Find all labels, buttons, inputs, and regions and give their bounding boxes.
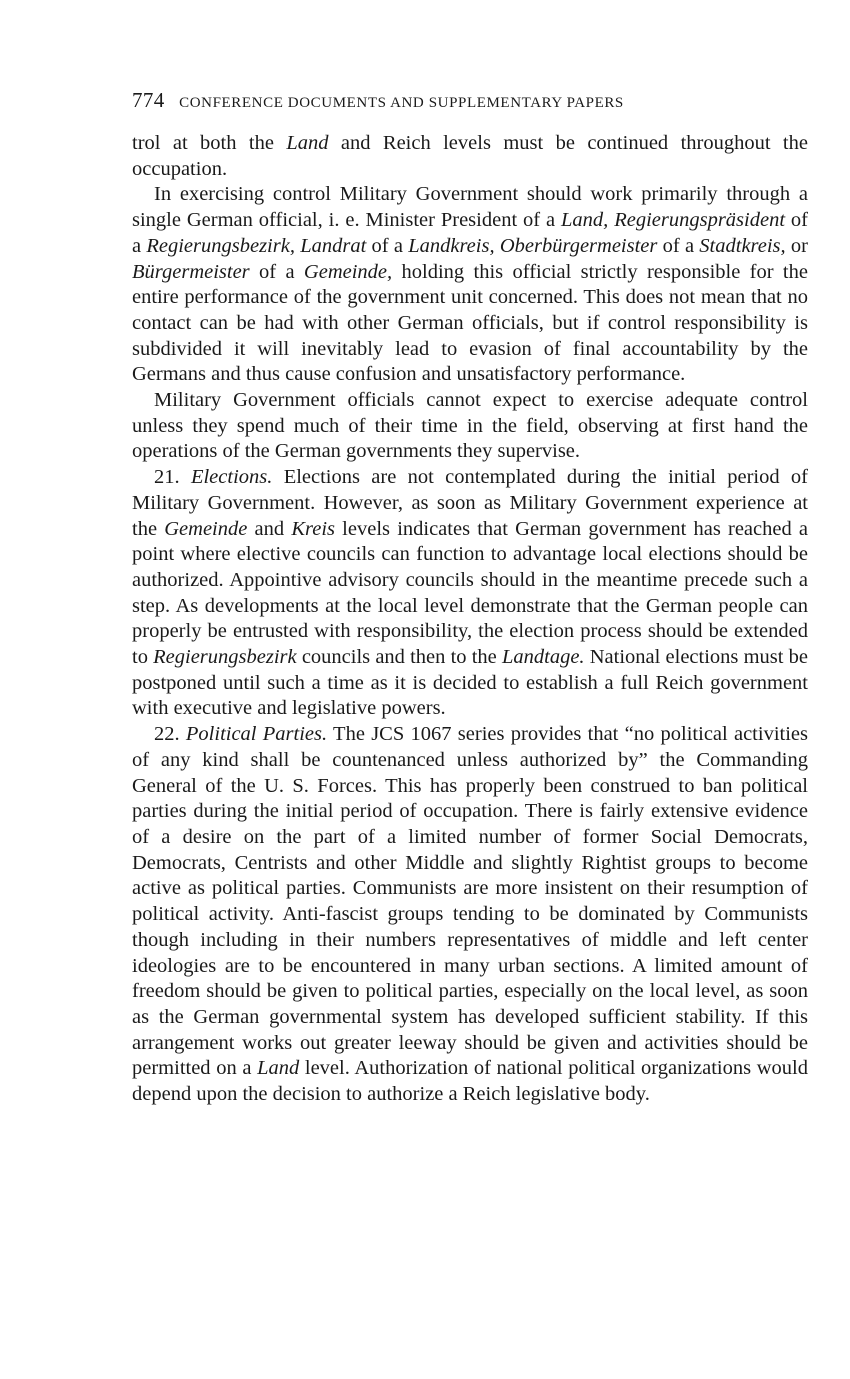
- italic-run: Land: [257, 1057, 300, 1080]
- italic-run: Elections.: [190, 466, 273, 489]
- text-run: In exercising control Military Government should work primarily through a single German official, i. e. Minister President of a: [132, 183, 808, 232]
- italic-run: Kreis: [291, 517, 335, 540]
- italic-run: Political Parties.: [185, 723, 328, 746]
- italic-run: Bürgermeister: [132, 260, 250, 283]
- text-run: of a: [249, 260, 304, 283]
- running-head: [132, 88, 808, 113]
- paragraph-control-through-official: [132, 182, 808, 388]
- italic-run: Landkreis,: [408, 234, 495, 257]
- italic-run: Gemeinde: [164, 517, 248, 540]
- text-run: councils and then to the: [296, 646, 502, 669]
- text-run: Elections are not contemplated during the initial period of Military Government. However, as soon as Military Government experience at the: [132, 466, 809, 540]
- italic-run: Land,: [561, 209, 609, 232]
- text-run: holding this official strictly responsible for the entire performance of the government unit concerned. This does not mean that no contact can be had with other German officials, but if control responsibility is subdivided it will inevitably lead to evasion of final accountability by the Germans and thus cause confusion and unsatisfactory performance.: [132, 260, 808, 386]
- italic-run: Landtage.: [501, 646, 585, 669]
- text-run: or: [785, 234, 808, 257]
- text-run: and: [247, 517, 292, 540]
- paragraph-section-21-elections: [132, 465, 808, 722]
- italic-run: Gemeinde,: [303, 260, 393, 283]
- paragraph-field-observation: [132, 388, 808, 465]
- text-run: The JCS 1067 series provides that “no political activities of any kind shall be countenanced unless authorized by” the Commanding General of the U. S. Forces. This has properly been construed to ban political parties during the initial period of occupation. There is fairly extensive evidence of a desire on the part of a limited number of former Social Democrats, Democrats, Centrists and other Middle and slightly Rightist groups to become active as political parties. Communists are more insistent on their resumption of political activity. Anti-fascist groups tending to be dominated by Communists though including in their numbers representatives of middle and left center ideologies are to be encountered in many urban sections. A limited amount of freedom should be given to political parties, especially on the local level, as soon as the German governmental system has developed sufficient stability. If this arrangement works out greater leeway should be given and activities should be permitted on a: [132, 723, 808, 1080]
- text-run: of a: [657, 234, 700, 257]
- italic-run: Regierungspräsident: [614, 209, 786, 232]
- text-run: levels indicates that German government has reached a point where elective councils can function to advantage local elections should be authorized. Appointive advisory councils should in the meantime precede such a step. As developments at the local level demonstrate that the German people can properly be entrusted with responsibility, the election process should be extended to: [132, 517, 808, 669]
- paragraph-continuation: [132, 131, 808, 182]
- paragraph-section-22-political-parties: [132, 722, 808, 1108]
- page-header-title: CONFERENCE DOCUMENTS AND SUPPLEMENTARY PAPERS: [179, 95, 624, 111]
- italic-run: Stadtkreis,: [699, 234, 786, 257]
- text-run: of a: [366, 234, 409, 257]
- italic-run: Oberbürgermeister: [499, 234, 658, 257]
- italic-run: Regierungsbezirk,: [146, 234, 295, 257]
- text-run: 22.: [154, 723, 186, 746]
- text-run: National elections must be postponed until such a time as it is decided to establish a full Reich government with executive and legislative powers.: [132, 646, 808, 720]
- text-run: level. Authorization of national political organizations would depend upon the decision to authorize a Reich legislative body.: [132, 1057, 808, 1106]
- page-number: 774: [132, 88, 165, 112]
- text-run: of a: [132, 209, 809, 257]
- text-run: trol at both the: [132, 132, 287, 154]
- italic-run: Regierungsbezirk: [153, 646, 297, 669]
- text-run: Military Government officials cannot expect to exercise adequate control unless they spend much of their time in the field, observing at first hand the operations of the German governments they supervise.: [132, 389, 808, 463]
- text-run: 21.: [154, 466, 191, 489]
- italic-run: Land: [286, 132, 329, 154]
- document-page: [132, 88, 808, 1108]
- text-run: and Reich levels must be continued throughout the occupation.: [132, 132, 808, 180]
- italic-run: Landrat: [300, 234, 367, 257]
